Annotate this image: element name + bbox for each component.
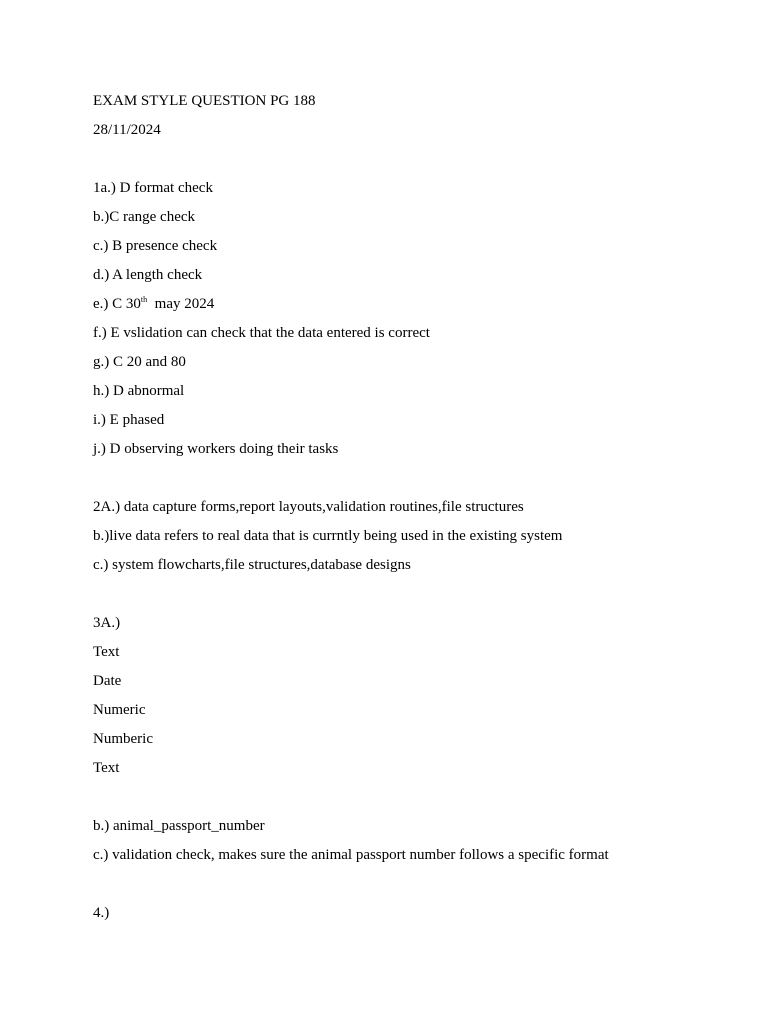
document-title: EXAM STYLE QUESTION PG 188 (93, 93, 316, 109)
field-type: Text (93, 644, 120, 660)
answer-3a-label: 3A.) (93, 615, 121, 631)
blank-line (93, 580, 733, 609)
answer-1d: d.) A length check (93, 267, 203, 283)
field-type: Numeric (93, 702, 146, 718)
answer-1e-month: may 2024 (147, 296, 215, 312)
answer-1h: h.) D abnormal (93, 383, 185, 399)
answer-1c: c.) B presence check (93, 238, 218, 254)
field-type: Text (93, 760, 120, 776)
blank-line (93, 783, 733, 812)
answer-1e (93, 290, 733, 319)
answer-4-label: 4.) (93, 905, 110, 921)
answer-1j: j.) D observing workers doing their tasks (93, 441, 339, 457)
answer-2a: 2A.) data capture forms,report layouts,validation routines,file structures (93, 499, 524, 515)
answer-3c: c.) validation check, makes sure the animal passport number follows a specific format (93, 847, 609, 863)
blank-line (93, 870, 733, 899)
document-body (93, 87, 733, 928)
document-date: 28/11/2024 (93, 122, 161, 138)
blank-line (93, 464, 733, 493)
answer-1a: 1a.) D format check (93, 180, 213, 196)
answer-1i: i.) E phased (93, 412, 165, 428)
answer-2c: c.) system flowcharts,file structures,database designs (93, 557, 411, 573)
answer-2b: b.)live data refers to real data that is currntly being used in the existing system (93, 528, 563, 544)
answer-1f: f.) E vslidation can check that the data entered is correct (93, 325, 430, 341)
answer-1b: b.)C range check (93, 209, 196, 225)
answer-3b: b.) animal_passport_number (93, 818, 265, 834)
answer-1e-text: e.) C 30 (93, 296, 141, 312)
field-type: Numberic (93, 731, 153, 747)
blank-line (93, 145, 733, 174)
field-type: Date (93, 673, 122, 689)
answer-1g: g.) C 20 and 80 (93, 354, 186, 370)
ordinal-suffix: th (140, 295, 148, 304)
